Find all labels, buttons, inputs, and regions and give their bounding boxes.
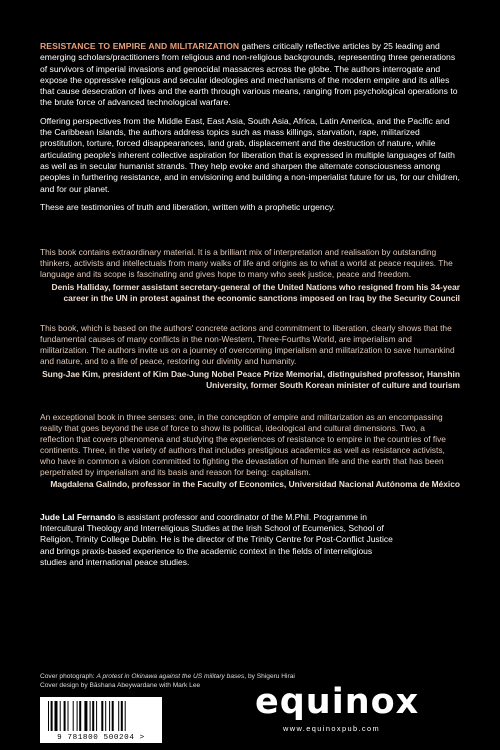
- review-attribution: Sung-Jae Kim, president of Kim Dae-Jung Nobel Peace Prize Memorial, distinguished professor, Hanshin University, former South Korean minister of culture and tourism: [42, 368, 460, 390]
- isbn-addon: >: [139, 734, 145, 742]
- photo-title: A protest in Okinawa against the US military bases: [96, 673, 245, 680]
- photo-credit: [40, 673, 295, 682]
- review-2: [40, 323, 460, 390]
- barcode-bars: [40, 697, 162, 733]
- author-bio-text: is assistant professor and coordinator of the M.Phil. Programme in Intercultural Theology and Interreligious Studies at the Irish School of Ecumenics, School of Religion, Trinity College Dublin. He is the director of the Trinity Centre for Post-Conflict Justice and brings praxis-based experience to the academic context in the fields of interreligious studies and international peace studies.: [40, 512, 393, 567]
- isbn-digits: 9 781800 500204: [57, 734, 135, 742]
- review-text: This book contains extraordinary material. It is a brilliant mix of interpretation and realisation by outstanding thinkers, activists and intellectuals from many walks of life and origins as to what a world at peace requires. The language and its scope is fascinating and gives hope to many who seek justice, peace and freedom.: [40, 247, 453, 279]
- publisher-url: www.equinoxpub.com: [283, 724, 381, 733]
- publisher-logo: equinox: [255, 682, 420, 722]
- author-name: Jude Lal Fernando: [40, 512, 116, 522]
- review-attribution: Magdalena Galindo, professor in the Faculty of Economics, Universidad Nacional Autónoma de México: [50, 479, 460, 490]
- review-text: This book, which is based on the authors' concrete actions and commitment to liberation, clearly shows that the fundamental causes of many conflicts in the non-Western, Three-Fourths World, are imperialism and militarization. The authors invite us on a journey of overcoming imperialism and militarization to save humankind and nature, and to a life of peace, restoring our divinity and humanity.: [40, 323, 455, 366]
- isbn-number: [40, 734, 162, 742]
- review-1: [40, 247, 460, 304]
- review-attribution: Denis Halliday, former assistant secretary-general of the United Nations who resigned from his 34-year career in the UN in protest against the economic sanctions imposed on Iraq by the Security Council: [51, 281, 460, 303]
- book-title-lead: RESISTANCE TO EMPIRE AND MILITARIZATION: [40, 41, 240, 51]
- blurb-p1-text: gathers critically reflective articles by 25 leading and emerging scholars/practitioners from religious and non-religious backgrounds, representing three generations of survivors of imperial invasions and genocidal massacres across the globe. The authors interrogate and expose the oppressive religious and secular ideologies and mechanisms of the modern empire and its allies that cause desecration of lives and the earth through various means, ranging from psychological operations to the brute force of advanced technological warfare.: [40, 41, 458, 108]
- blurb-paragraph-1: [40, 41, 460, 109]
- author-bio: [40, 512, 400, 568]
- photo-credit-prefix: Cover photograph:: [40, 673, 97, 680]
- isbn-barcode: [40, 697, 162, 743]
- photo-credit-suffix: , by Shigeru Hirai: [244, 673, 295, 680]
- blurb-paragraph-3: These are testimonies of truth and liberation, written with a prophetic urgency.: [40, 201, 336, 212]
- design-credit: Cover design by Bāshana Abeywardane with Mark Lee: [40, 681, 201, 689]
- blurb: [40, 41, 460, 213]
- review-text: An exceptional book in three senses: one, in the conception of empire and militarization as an encompassing reality that goes beyond the use of force to show its political, ideological and cultural dimensions. Two, a reflection that covers phenomena and studying the experiences of resistance to empire in the countries of five continents. Three, in the variety of authors that includes prestigious academics as well as resistance activists, who have in common a vision committed to fighting the devastation of human life and the earth that has been perpetrated by imperialism and its basis and reason for being: capitalism.: [40, 412, 446, 477]
- blurb-paragraph-2: Offering perspectives from the Middle East, East Asia, South Asia, Africa, Latin America, and the Pacific and the Caribbean Islands, the authors address topics such as mass killings, starvation, rape, militarized prostitution, torture, forced disappearances, land grab, displacement and the destruction of nature, while articulating people's inherent collective aspiration for liberation that is expressed in multiple languages of faith as well as in secular humanist strands. They help evoke and sharpen the alternate consciousness among peoples in furthering resistance, and in envisioning and building a non-imperialist future for us, for our children, and for our planet.: [40, 115, 460, 194]
- review-3: [40, 412, 460, 490]
